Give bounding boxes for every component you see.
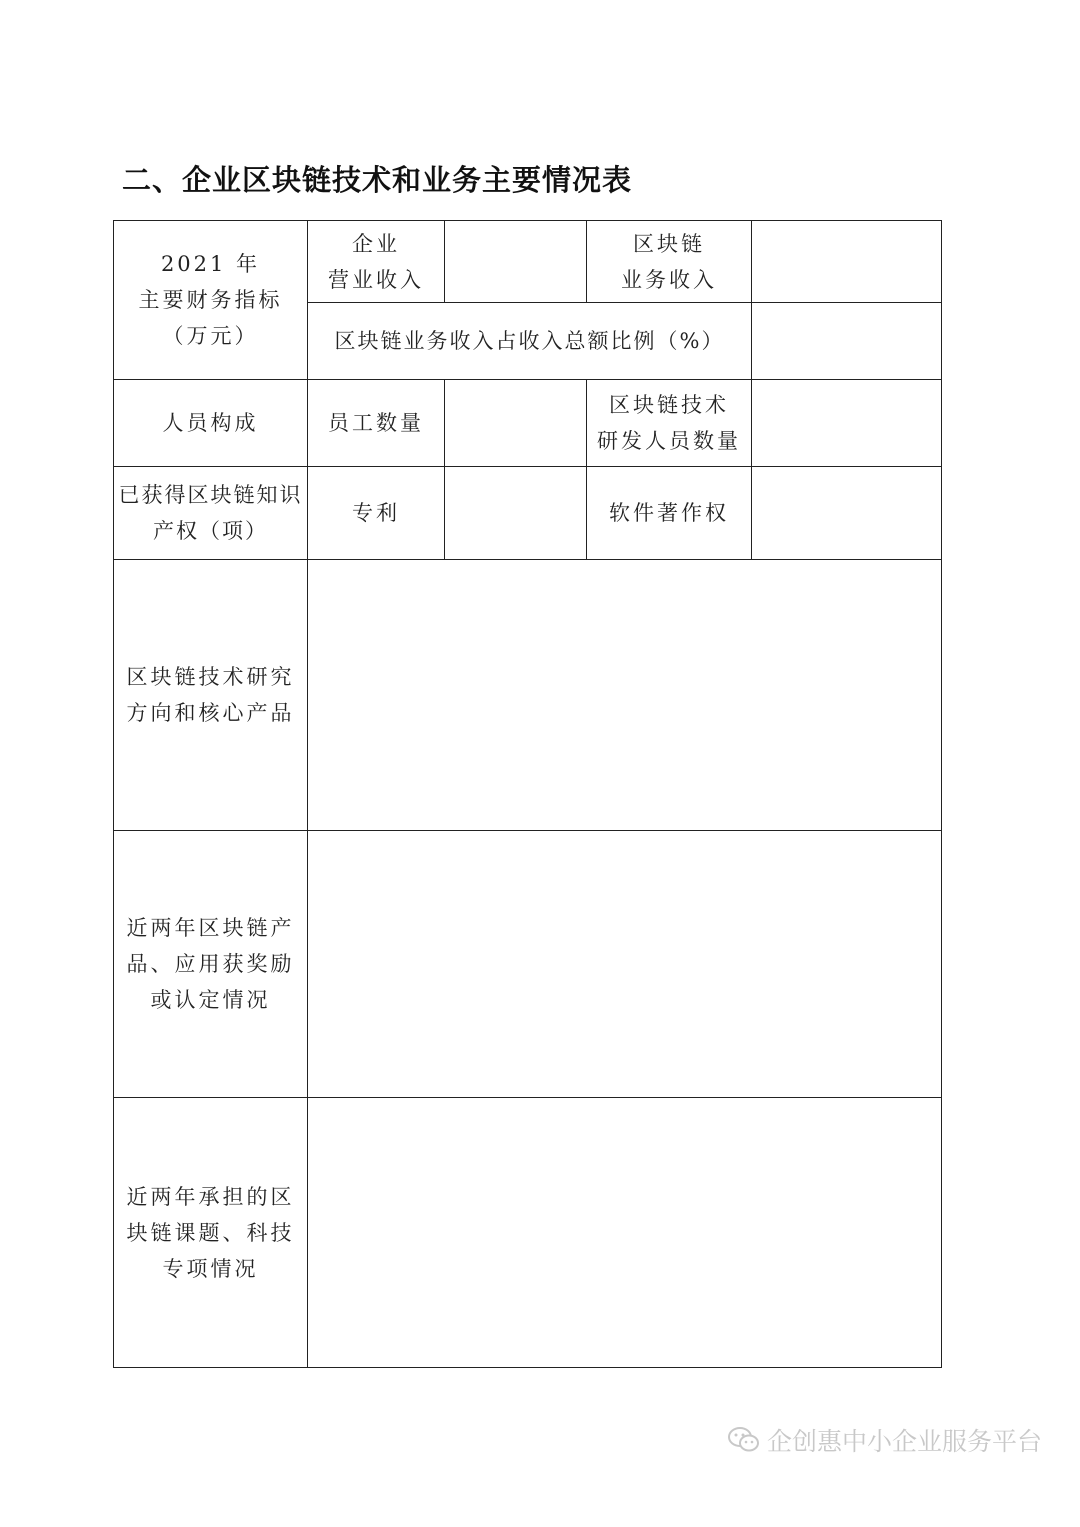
research-direction-input[interactable] [308, 560, 942, 831]
blockchain-info-table [113, 220, 942, 1368]
financial-indicators-label: 2021 年 主要财务指标 （万元） [114, 221, 308, 380]
awards-input[interactable] [308, 831, 942, 1098]
watermark [727, 1422, 1042, 1458]
awards-label: 近两年区块链产 品、应用获奖励 或认定情况 [114, 831, 308, 1098]
ip-rights-label: 已获得区块链知识 产权（项） [114, 467, 308, 560]
projects-input[interactable] [308, 1098, 942, 1368]
enterprise-revenue-input[interactable] [445, 221, 587, 303]
rd-staff-count-input[interactable] [752, 380, 942, 467]
projects-label: 近两年承担的区 块链课题、科技 专项情况 [114, 1098, 308, 1368]
staff-composition-label: 人员构成 [114, 380, 308, 467]
rd-staff-count-label: 区块链技术 研发人员数量 [587, 380, 752, 467]
blockchain-revenue-label: 区块链 业务收入 [587, 221, 752, 303]
employee-count-label: 员工数量 [308, 380, 445, 467]
employee-count-input[interactable] [445, 380, 587, 467]
revenue-ratio-label: 区块链业务收入占收入总额比例（%） [308, 303, 752, 380]
page-title: 二、企业区块链技术和业务主要情况表 [122, 163, 633, 197]
research-direction-label: 区块链技术研究 方向和核心产品 [114, 560, 308, 831]
software-copyright-label: 软件著作权 [587, 467, 752, 560]
enterprise-revenue-label: 企业 营业收入 [308, 221, 445, 303]
revenue-ratio-input[interactable] [752, 303, 942, 380]
wechat-icon [727, 1426, 761, 1454]
patent-label: 专利 [308, 467, 445, 560]
software-copyright-input[interactable] [752, 467, 942, 560]
watermark-text: 企创惠中小企业服务平台 [766, 1427, 1042, 1456]
blockchain-revenue-input[interactable] [752, 221, 942, 303]
patent-input[interactable] [445, 467, 587, 560]
